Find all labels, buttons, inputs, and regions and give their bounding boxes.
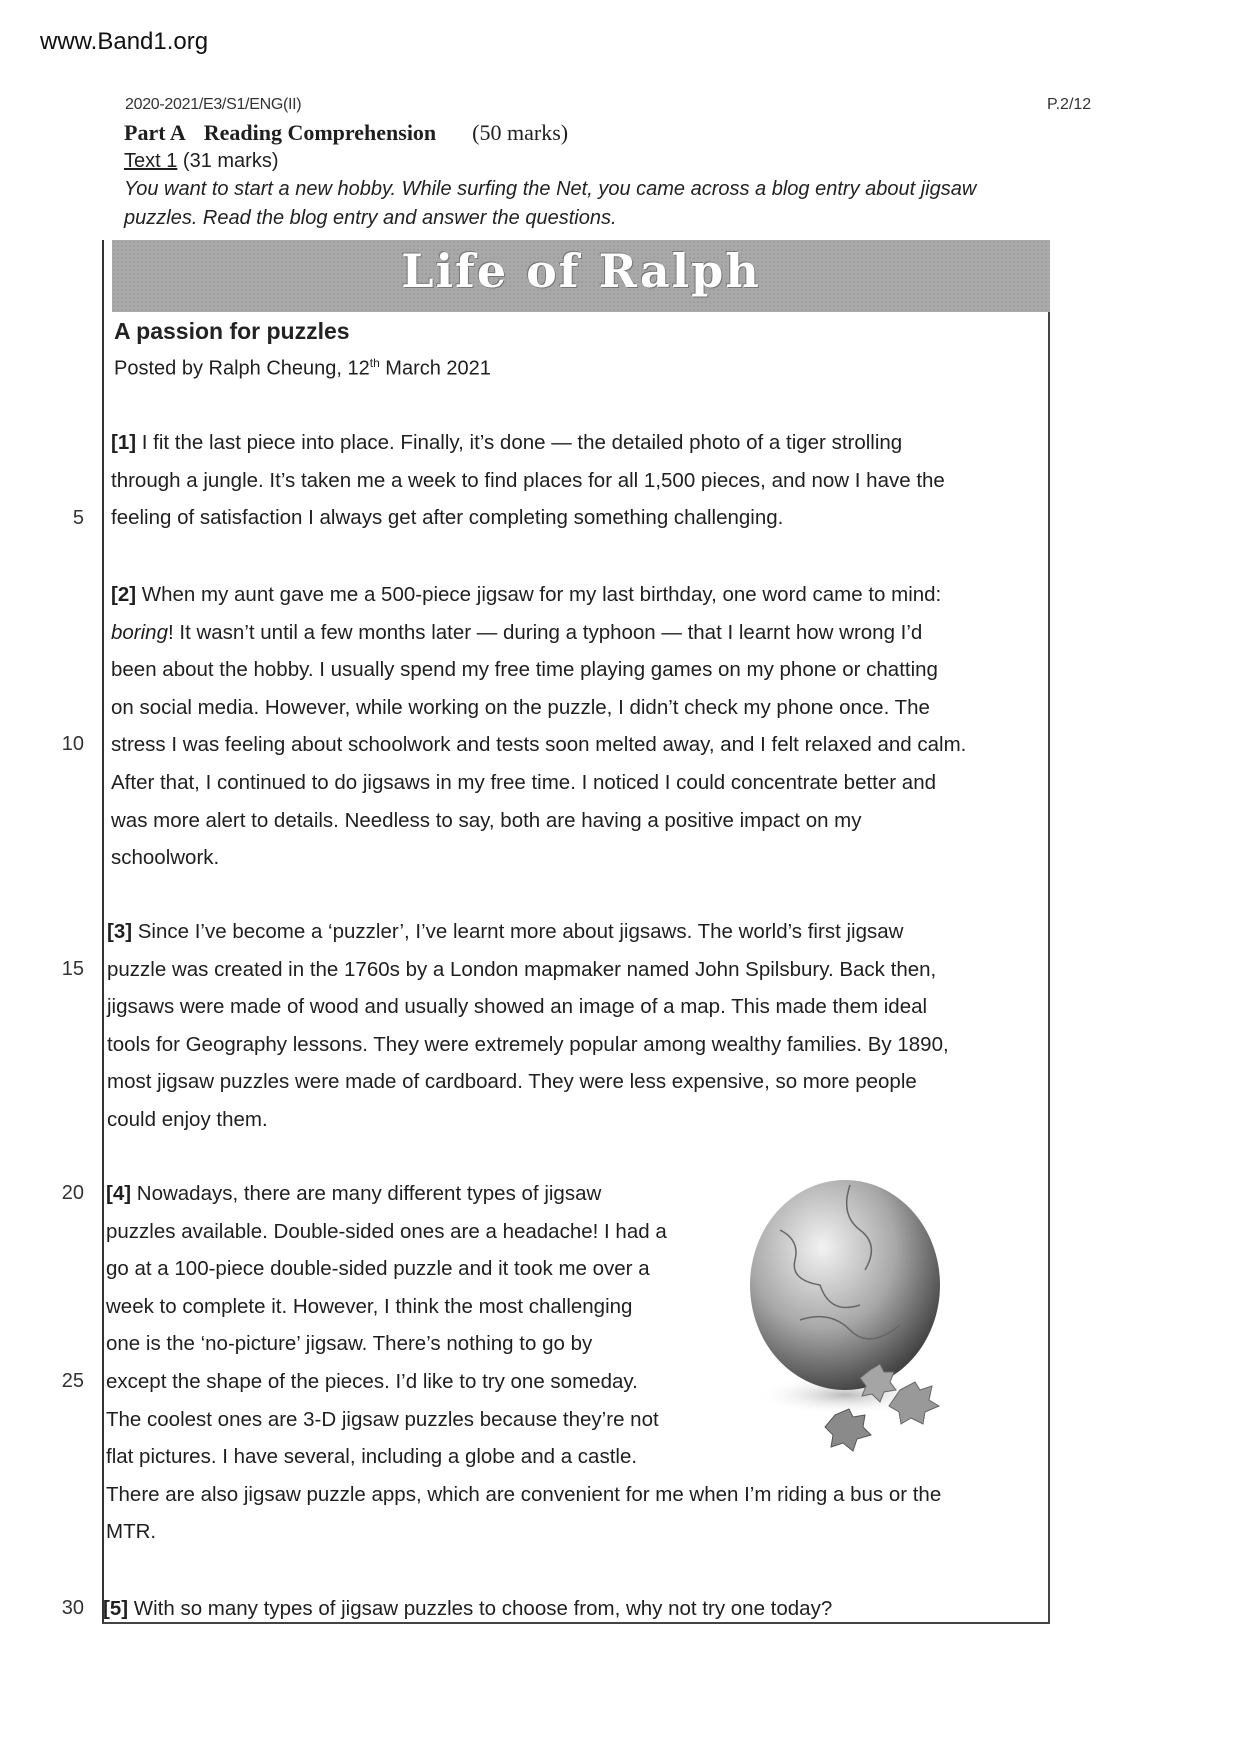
paragraph-line: After that, I continued to do jigsaws in my free time. I noticed I could concentrate better and — [111, 770, 937, 794]
paragraph-line: jigsaws were made of wood and usually showed an image of a map. This made them ideal — [107, 995, 928, 1019]
text-marks: (31 marks) — [182, 150, 279, 172]
part-heading — [124, 120, 568, 146]
post-byline — [114, 356, 491, 381]
paragraph-line: feeling of satisfaction I always get after completing something challenging. — [111, 506, 784, 530]
paragraph-line: through a jungle. It’s taken me a week to find places for all 1,500 pieces, and now I have the — [111, 468, 945, 492]
paragraph-line: week to complete it. However, I think the most challenging — [106, 1294, 633, 1318]
paragraph-line: been about the hobby. I usually spend my free time playing games on my phone or chatting — [111, 658, 938, 682]
paragraph-line: on social media. However, while working on the puzzle, I didn’t check my phone once. The — [111, 695, 930, 719]
line-text: When my aunt gave me a 500-piece jigsaw for my last birthday, one word came to mind: — [136, 583, 942, 606]
paragraph-marker: [1] — [111, 431, 137, 454]
paragraph-marker: [5] — [103, 1597, 129, 1620]
paragraph-line — [111, 576, 966, 614]
line-text: Since I’ve become a ‘puzzler’, I’ve learnt more about jigsaws. The world’s first jigsaw — [132, 920, 904, 943]
byline-date: March 2021 — [379, 357, 491, 380]
paragraph-line: could enjoy them. — [107, 1107, 268, 1131]
paragraph-marker: [4] — [106, 1182, 132, 1205]
exam-code: 2020-2021/E3/S1/ENG(II) — [125, 96, 302, 113]
section-title: Reading Comprehension — [203, 120, 437, 145]
text-heading — [124, 150, 279, 173]
line-number: 5 — [72, 507, 84, 529]
byline-sup: th — [369, 356, 380, 370]
byline-text: Posted by Ralph Cheung, 12 — [114, 357, 370, 380]
site-watermark: www.Band1.org — [40, 28, 209, 55]
blog-banner — [112, 240, 1050, 312]
paragraph-line — [107, 913, 949, 951]
paragraph-line: tools for Geography lessons. They were extremely popular among wealthy families. By 1890, — [107, 1032, 949, 1056]
line-text: I fit the last piece into place. Finally, it’s done — the detailed photo of a tiger strolling — [136, 431, 903, 454]
text-label: Text 1 — [124, 150, 178, 172]
paragraph-line — [111, 424, 945, 462]
blog-title: Life of Ralph — [401, 244, 761, 298]
paragraph-line — [111, 614, 966, 652]
line-number: 10 — [61, 733, 84, 755]
paragraph-marker: [2] — [111, 583, 137, 606]
instructions-line: You want to start a new hobby. While surfing the Net, you came across a blog entry about jigsaw — [124, 178, 977, 200]
paragraph-line: flat pictures. I have several, including a globe and a castle. — [106, 1445, 638, 1469]
paragraph-line: There are also jigsaw puzzle apps, which are convenient for me when I’m riding a bus or the — [106, 1482, 942, 1506]
section-marks: (50 marks) — [472, 120, 569, 145]
line-text: With so many types of jigsaw puzzles to choose from, why not try one today? — [128, 1597, 833, 1620]
paragraph-line: puzzles available. Double-sided ones are a headache! I had a — [106, 1219, 667, 1243]
paragraph-line: MTR. — [106, 1520, 157, 1544]
part-label: Part A — [124, 120, 186, 145]
paragraph-line: stress I was feeling about schoolwork and tests soon melted away, and I felt relaxed and calm. — [111, 733, 967, 757]
paragraph-marker: [3] — [107, 920, 133, 943]
paragraph-line: go at a 100-piece double-sided puzzle and it took me over a — [106, 1257, 650, 1281]
paragraph-line: was more alert to details. Needless to say, both are having a positive impact on my — [111, 808, 862, 832]
paragraph-2 — [111, 576, 966, 877]
line-number: 15 — [61, 958, 84, 980]
paragraph-line: puzzle was created in the 1760s by a London mapmaker named John Spilsbury. Back then, — [107, 957, 937, 981]
line-text: ! It wasn’t until a few months later — during a typhoon — that I learnt how wrong I’d — [168, 620, 923, 644]
paragraph-line: The coolest ones are 3-D jigsaw puzzles because they’re not — [106, 1407, 659, 1431]
instructions-line: puzzles. Read the blog entry and answer the questions. — [124, 207, 617, 229]
paragraph-line: except the shape of the pieces. I’d like to try one someday. — [106, 1369, 638, 1393]
post-heading: A passion for puzzles — [114, 318, 350, 344]
paragraph-3 — [107, 913, 949, 1139]
page-number: P.2/12 — [1047, 96, 1092, 113]
paragraph-1 — [111, 424, 945, 537]
puzzle-globe-image — [740, 1170, 960, 1470]
paragraph-5 — [103, 1590, 832, 1628]
paragraph-line — [103, 1590, 832, 1628]
line-number: 20 — [61, 1182, 84, 1204]
paragraph-line: schoolwork. — [111, 846, 220, 870]
line-number: 25 — [61, 1370, 84, 1392]
paragraph-line: one is the ‘no-picture’ jigsaw. There’s nothing to go by — [106, 1332, 593, 1356]
paragraph-line: most jigsaw puzzles were made of cardboard. They were less expensive, so more people — [107, 1070, 917, 1094]
emphasis-word: boring — [111, 620, 168, 644]
line-text: Nowadays, there are many different types of jigsaw — [131, 1182, 602, 1205]
line-number: 30 — [61, 1597, 84, 1619]
